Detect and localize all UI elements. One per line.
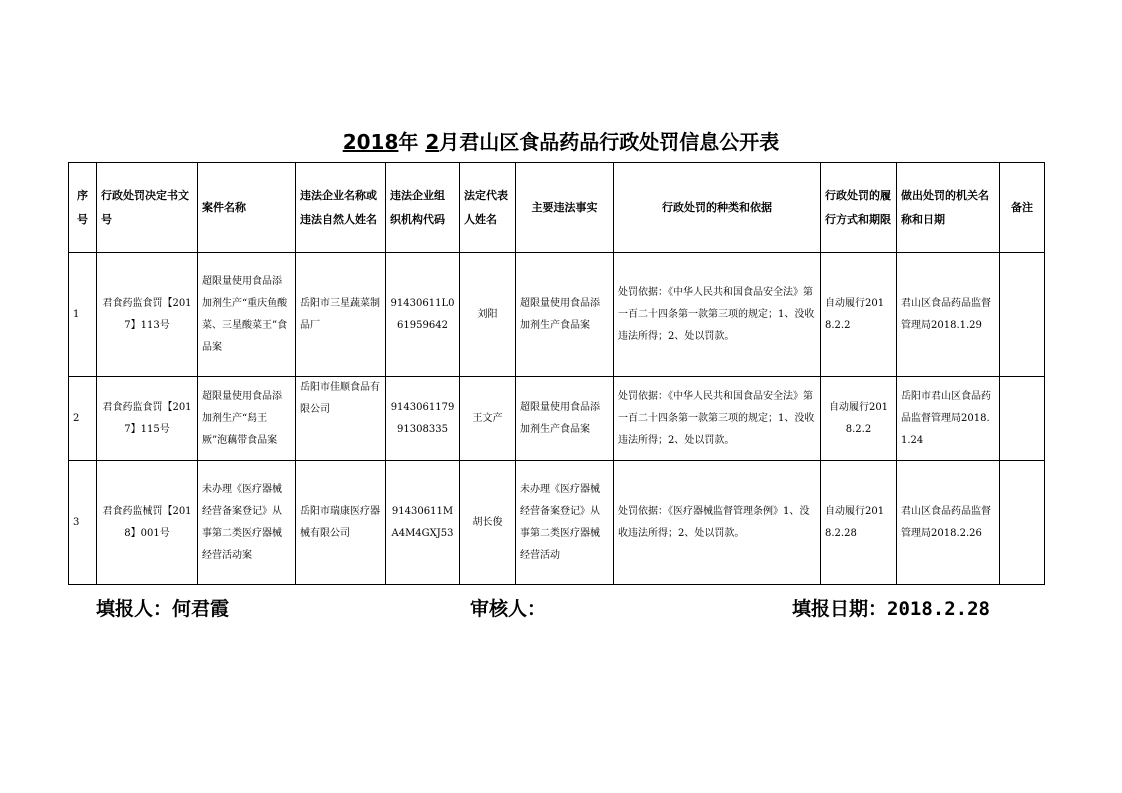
date-label: 填报日期： (792, 598, 888, 620)
filler (96, 594, 229, 621)
cell-case-name: 超限量使用食品添加剂生产“舄王厥”泡藕带食品案 (198, 377, 296, 461)
header-no: 序号 (69, 163, 97, 253)
title-month: 2 (425, 130, 440, 154)
header-facts: 主要违法事实 (516, 163, 614, 253)
cell-org-code: 91430611MA4M4GXJ53 (386, 461, 460, 585)
cell-facts: 超限量使用食品添加剂生产食品案 (516, 253, 614, 377)
title-year-suffix: 年 (398, 130, 419, 154)
cell-doc-no: 君食药监食罚【2017】113号 (97, 253, 198, 377)
cell-legal-rep: 王文产 (460, 377, 516, 461)
table-row (69, 377, 1045, 461)
reviewer-label: 审核人： (470, 598, 547, 620)
header-company: 违法企业名称或违法自然人姓名 (296, 163, 386, 253)
header-penalty: 行政处罚的种类和依据 (614, 163, 821, 253)
cell-penalty: 处罚依据：《中华人民共和国食品安全法》第一百二十四条第一款第三项的规定；1、没收违法所得；2、处以罚款。 (614, 253, 821, 377)
date-value: 2018.2.28 (887, 598, 990, 620)
title-year: 2018 (342, 130, 399, 154)
header-execution: 行政处罚的履行方式和期限 (821, 163, 897, 253)
table-row (69, 253, 1045, 377)
cell-execution: 自动履行2018.2.2 (821, 253, 897, 377)
cell-case-name: 超限量使用食品添加剂生产“重庆鱼酸菜、三星酸菜王”食品案 (198, 253, 296, 377)
cell-company: 岳阳市三星蔬菜制品厂 (296, 253, 386, 377)
header-legal-rep: 法定代表人姓名 (460, 163, 516, 253)
cell-doc-no: 君食药监械罚【2018】001号 (97, 461, 198, 585)
cell-legal-rep: 刘阳 (460, 253, 516, 377)
cell-execution: 自动履行2018.2.28 (821, 461, 897, 585)
cell-org-code: 91430611L061959642 (386, 253, 460, 377)
fill-date (792, 594, 990, 621)
header-authority: 做出处罚的机关名称和日期 (897, 163, 1000, 253)
table-row (69, 461, 1045, 585)
cell-facts: 未办理《医疗器械经营备案登记》从事第二类医疗器械经营活动 (516, 461, 614, 585)
cell-remark (1000, 253, 1045, 377)
filler-name: 何君霞 (172, 598, 230, 620)
filler-label: 填报人： (96, 598, 173, 620)
cell-no: 2 (69, 377, 97, 461)
cell-no: 3 (69, 461, 97, 585)
header-case-name: 案件名称 (198, 163, 296, 253)
cell-authority: 君山区食品药品监督管理局2018.2.26 (897, 461, 1000, 585)
cell-remark (1000, 377, 1045, 461)
penalty-table (68, 162, 1045, 585)
cell-company: 岳阳市佳顺食品有限公司 (296, 377, 386, 461)
cell-execution: 自动履行2018.2.2 (821, 377, 897, 461)
cell-legal-rep: 胡长俊 (460, 461, 516, 585)
reviewer (470, 594, 546, 621)
cell-case-name: 未办理《医疗器械经营备案登记》从事第二类医疗器械经营活动案 (198, 461, 296, 585)
cell-penalty: 处罚依据：《中华人民共和国食品安全法》第一百二十四条第一款第三项的规定；1、没收违法所得；2、处以罚款。 (614, 377, 821, 461)
cell-penalty: 处罚依据：《医疗器械监督管理条例》1、没收违法所得；2、处以罚款。 (614, 461, 821, 585)
cell-no: 1 (69, 253, 97, 377)
cell-authority: 岳阳市君山区食品药品监督管理局2018.1.24 (897, 377, 1000, 461)
cell-facts: 超限量使用食品添加剂生产食品案 (516, 377, 614, 461)
cell-company: 岳阳市瑞康医疗器械有限公司 (296, 461, 386, 585)
cell-authority: 君山区食品药品监督管理局2018.1.29 (897, 253, 1000, 377)
header-row (69, 163, 1045, 253)
cell-doc-no: 君食药监食罚【2017】115号 (97, 377, 198, 461)
header-org-code: 违法企业组织机构代码 (386, 163, 460, 253)
header-doc-no: 行政处罚决定书文号 (97, 163, 198, 253)
cell-remark (1000, 461, 1045, 585)
title-rest: 月君山区食品药品行政处罚信息公开表 (439, 130, 780, 154)
page-title (0, 128, 1122, 156)
header-remark: 备注 (1000, 163, 1045, 253)
cell-org-code: 914306117991308335 (386, 377, 460, 461)
